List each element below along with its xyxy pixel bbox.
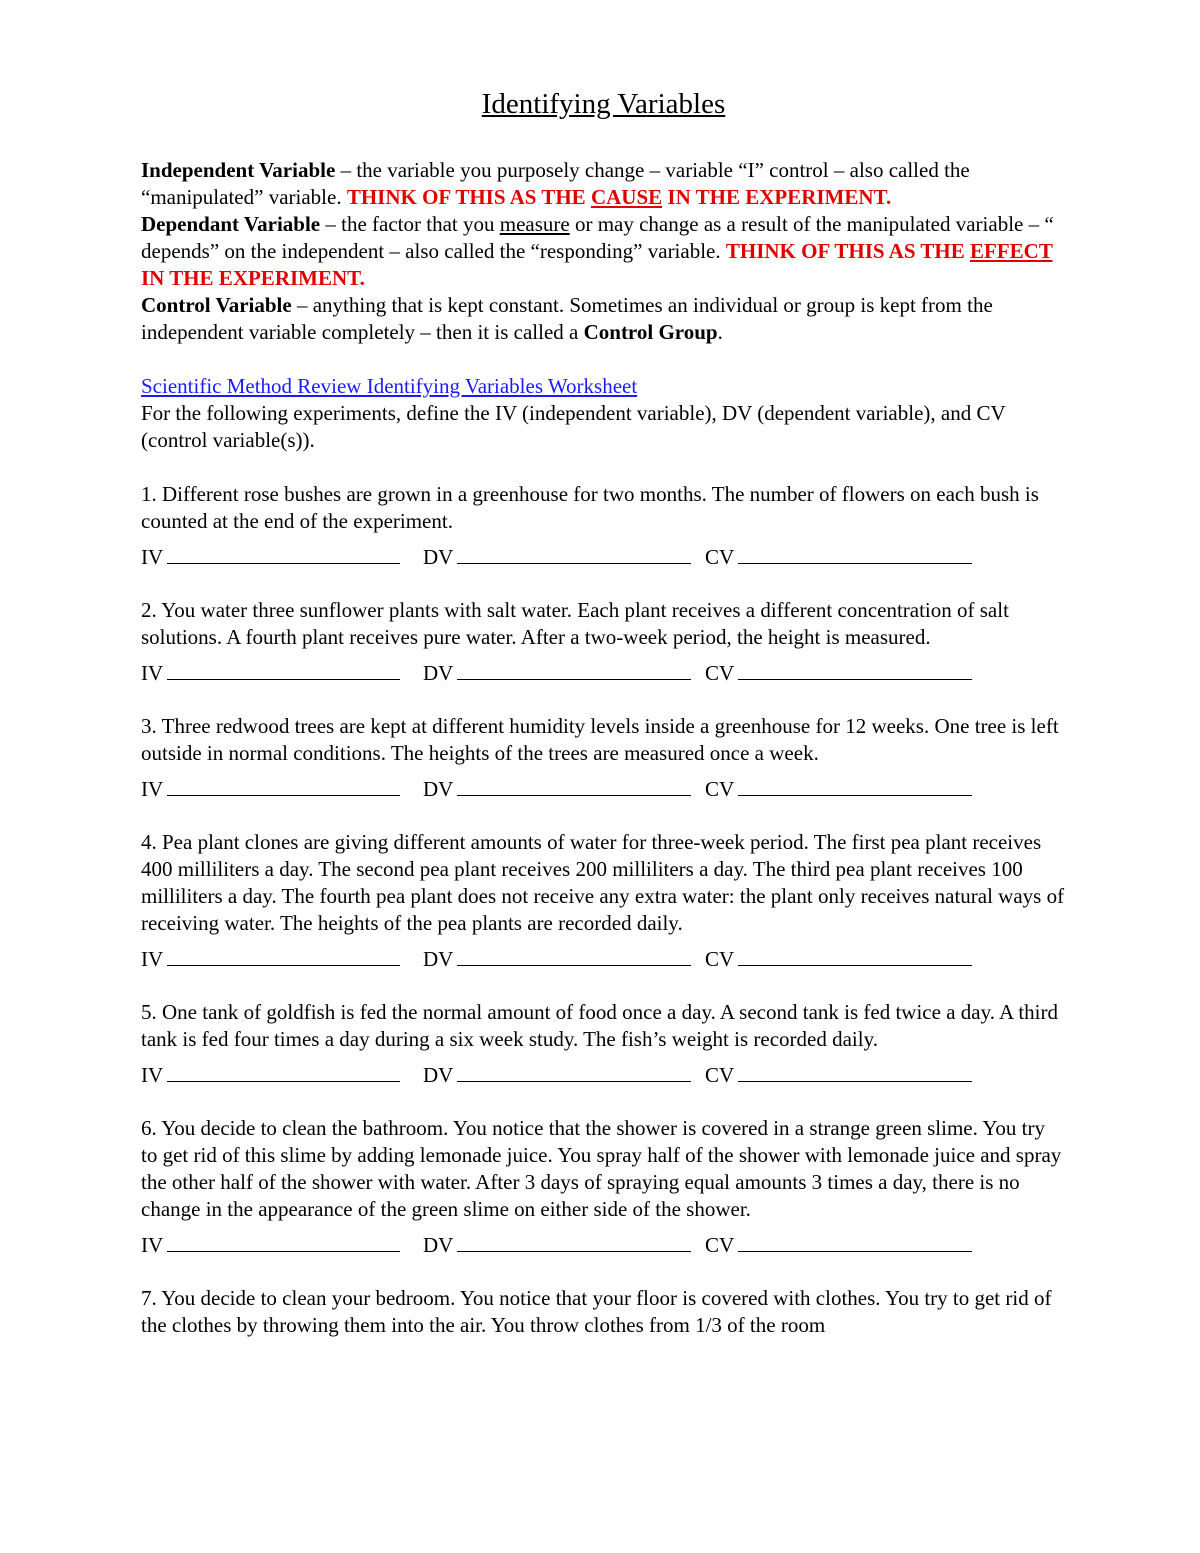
iv-answer-slot	[141, 1061, 423, 1089]
cv-answer-slot	[705, 659, 987, 687]
cv-label: CV	[705, 1063, 735, 1087]
dependent-think-post: IN THE EXPERIMENT.	[141, 266, 365, 290]
cv-answer-blank[interactable]	[738, 659, 972, 680]
cv-answer-blank[interactable]	[738, 1061, 972, 1082]
iv-answer-blank[interactable]	[167, 945, 400, 966]
question-text: 7. You decide to clean your bedroom. You notice that your floor is covered with clothes. You try to get rid of the clothes by throwing them into the air. You throw clothes from 1/3 of the room	[141, 1286, 1052, 1337]
dv-answer-blank[interactable]	[457, 775, 691, 796]
dependent-term: Dependant Variable	[141, 212, 321, 236]
cv-answer-blank[interactable]	[738, 775, 972, 796]
dv-answer-slot	[423, 543, 705, 571]
iv-label: IV	[141, 1233, 164, 1257]
cv-answer-blank[interactable]	[738, 543, 972, 564]
cv-label: CV	[705, 661, 735, 685]
iv-answer-slot	[141, 775, 423, 803]
page-title: Identifying Variables	[481, 88, 726, 120]
answer-row	[141, 775, 1066, 802]
iv-answer-slot	[141, 659, 423, 687]
dv-answer-slot	[423, 775, 705, 803]
cv-answer-slot	[705, 1231, 987, 1259]
answer-row	[141, 1061, 1066, 1088]
iv-label: IV	[141, 1063, 164, 1087]
dv-answer-blank[interactable]	[457, 543, 691, 564]
control-text: – anything that is kept constant. Sometimes an individual or group is kept from the independent variable completely – then it is called a	[141, 293, 993, 344]
iv-label: IV	[141, 777, 164, 801]
question-text: 3. Three redwood trees are kept at different humidity levels inside a greenhouse for 12 weeks. One tree is left outside in normal conditions. The heights of the trees are measured once a week.	[141, 714, 1059, 765]
iv-label: IV	[141, 661, 164, 685]
question-text: 6. You decide to clean the bathroom. You notice that the shower is covered in a strange green slime. You try to get rid of this slime by adding lemonade juice. You spray half of the shower with lemonade juice and spray the other half of the shower with water. After 3 days of spraying equal amounts 3 times a day, there is no change in the appearance of the green slime on either side of the shower.	[141, 1116, 1062, 1221]
definition-independent	[141, 157, 1066, 211]
definition-dependent	[141, 211, 1066, 292]
iv-answer-blank[interactable]	[167, 1061, 400, 1082]
control-term: Control Variable	[141, 293, 292, 317]
dependent-think-key: EFFECT	[970, 239, 1053, 263]
dv-answer-blank[interactable]	[457, 1061, 691, 1082]
question-text: 1. Different rose bushes are grown in a greenhouse for two months. The number of flowers on each bush is counted at the end of the experiment.	[141, 482, 1039, 533]
question-text: 4. Pea plant clones are giving different amounts of water for three-week period. The first pea plant receives 400 milliliters a day. The second pea plant receives 200 milliliters a day. The third pea plant receives 100 milliliters a day. The fourth pea plant does not receive any extra water: the plant only receives natural ways of receiving water. The heights of the pea plants are recorded daily.	[141, 830, 1065, 935]
dv-label: DV	[423, 777, 454, 801]
cv-label: CV	[705, 545, 735, 569]
iv-answer-slot	[141, 1231, 423, 1259]
question-list	[141, 481, 1066, 1339]
dv-label: DV	[423, 1063, 454, 1087]
control-group-term: Control Group	[583, 320, 718, 344]
dv-answer-blank[interactable]	[457, 659, 691, 680]
worksheet-page	[141, 86, 1066, 1339]
dependent-text-post: or may change as a result of the manipulated variable – “ depends” on the independent – also called the “responding” variable.	[141, 212, 1054, 263]
independent-think-post: IN THE EXPERIMENT.	[662, 185, 892, 209]
question-text: 5. One tank of goldfish is fed the normal amount of food once a day. A second tank is fed twice a day. A third tank is fed four times a day during a six week study. The fish’s weight is recorded daily.	[141, 1000, 1058, 1051]
cv-answer-blank[interactable]	[738, 945, 972, 966]
cv-answer-slot	[705, 945, 987, 973]
dependent-text-key: measure	[499, 212, 570, 236]
dependent-text-pre: – the factor that you	[320, 212, 500, 236]
dv-answer-blank[interactable]	[457, 945, 691, 966]
spacer	[141, 346, 1066, 373]
instructions: For the following experiments, define the IV (independent variable), DV (dependent variable), and CV (control variable(s)).	[141, 401, 1006, 452]
iv-answer-blank[interactable]	[167, 659, 400, 680]
dv-label: DV	[423, 1233, 454, 1257]
control-end: .	[717, 320, 723, 344]
cv-answer-slot	[705, 543, 987, 571]
dependent-think-pre: THINK OF THIS AS THE	[725, 239, 970, 263]
iv-label: IV	[141, 545, 164, 569]
dv-answer-slot	[423, 945, 705, 973]
independent-text: – the variable you purposely change – variable “I” control – also called the “manipulated” variable.	[141, 158, 970, 209]
independent-term: Independent Variable	[141, 158, 336, 182]
answer-row	[141, 1231, 1066, 1258]
question-text: 2. You water three sunflower plants with salt water. Each plant receives a different concentration of salt solutions. A fourth plant receives pure water. After a two-week period, the height is measured.	[141, 598, 1009, 649]
iv-label: IV	[141, 947, 164, 971]
answer-row	[141, 543, 1066, 570]
dv-answer-slot	[423, 1061, 705, 1089]
iv-answer-slot	[141, 945, 423, 973]
dv-answer-slot	[423, 1231, 705, 1259]
iv-answer-blank[interactable]	[167, 775, 400, 796]
iv-answer-blank[interactable]	[167, 543, 400, 564]
independent-think-key: CAUSE	[590, 185, 663, 209]
worksheet-link[interactable]: Scientific Method Review Identifying Variables Worksheet	[141, 374, 638, 398]
cv-answer-slot	[705, 1061, 987, 1089]
iv-answer-slot	[141, 543, 423, 571]
independent-think-pre: THINK OF THIS AS THE	[346, 185, 591, 209]
cv-label: CV	[705, 947, 735, 971]
dv-label: DV	[423, 545, 454, 569]
cv-answer-slot	[705, 775, 987, 803]
answer-row	[141, 945, 1066, 972]
dv-label: DV	[423, 947, 454, 971]
worksheet-link-line	[141, 373, 1066, 400]
iv-answer-blank[interactable]	[167, 1231, 400, 1252]
dv-label: DV	[423, 661, 454, 685]
answer-row	[141, 659, 1066, 686]
dv-answer-slot	[423, 659, 705, 687]
cv-answer-blank[interactable]	[738, 1231, 972, 1252]
cv-label: CV	[705, 1233, 735, 1257]
dv-answer-blank[interactable]	[457, 1231, 691, 1252]
definition-control	[141, 292, 1066, 346]
cv-label: CV	[705, 777, 735, 801]
